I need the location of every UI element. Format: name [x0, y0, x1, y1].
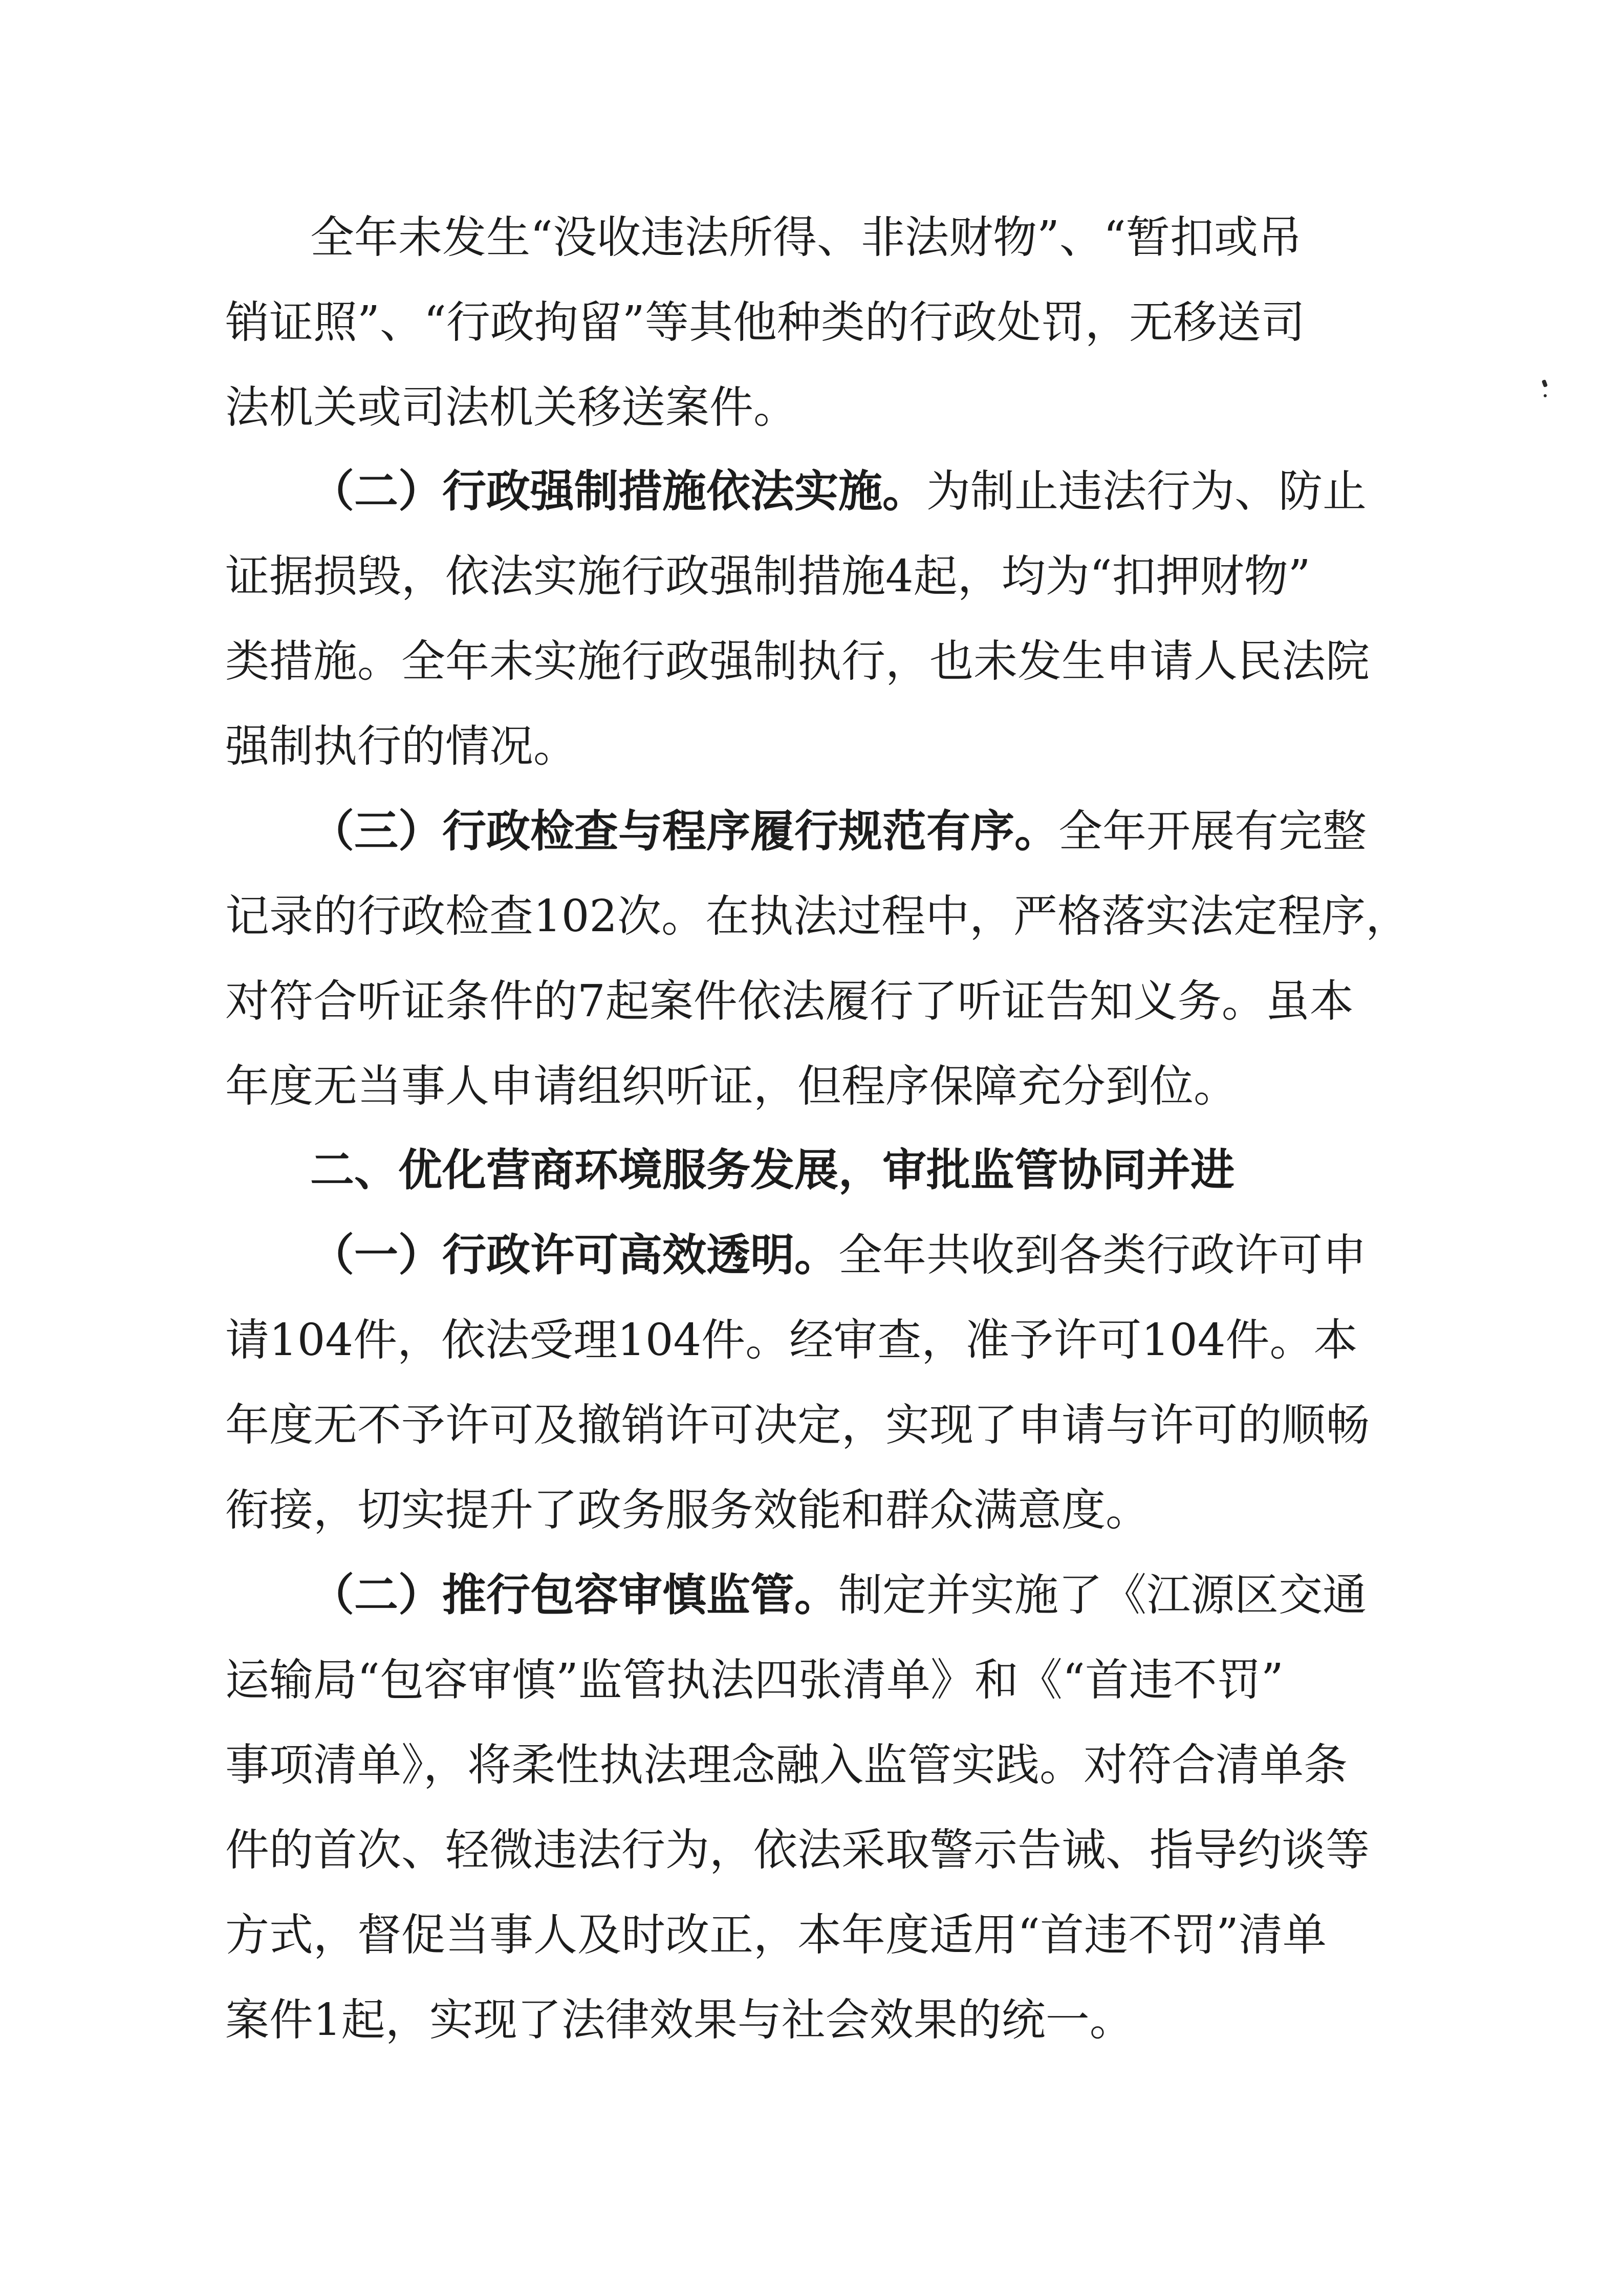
para4-line2: 请104件，依法受理104件。经审查，准予许可104件。本	[225, 1315, 1358, 1366]
scan-mark-dot-bottom	[1544, 394, 1547, 397]
para3-line2: 记录的行政检查102次。在执法过程中，严格落实法定程序，	[225, 891, 1410, 942]
para3-line4: 年度无当事人申请组织听证，但程序保障充分到位。	[225, 1061, 1238, 1112]
para4-line3: 年度无不予许可及撤销许可决定，实现了申请与许可的顺畅	[225, 1400, 1370, 1451]
scan-mark	[1542, 380, 1549, 402]
para5-line1: （二）推行包容审慎监管。制定并实施了《江源区交通	[310, 1570, 1367, 1621]
section-heading-inspection: （三）行政检查与程序履行规范有序。	[310, 806, 1058, 857]
para3-line1: （三）行政检查与程序履行规范有序。全年开展有完整	[310, 806, 1367, 857]
para1-line3: 法机关或司法机关移送案件。	[225, 382, 797, 433]
para3-line3: 对符合听证条件的7起案件依法履行了听证告知义务。虽本	[225, 976, 1354, 1027]
chapter-heading-business-environment: 二、优化营商环境服务发展，审批监管协同并进	[310, 1145, 1235, 1196]
section-heading-enforcement-measures: （二）行政强制措施依法实施。	[310, 466, 926, 517]
para5-line6: 案件1起，实现了法律效果与社会效果的统一。	[225, 1994, 1134, 2046]
para1-line2: 销证照”、“行政拘留”等其他种类的行政处罚，无移送司	[225, 297, 1305, 348]
para2-line4: 强制执行的情况。	[225, 721, 577, 772]
para5-line5: 方式，督促当事人及时改正，本年度适用“首违不罚”清单	[225, 1909, 1327, 1961]
para4-line1: （一）行政许可高效透明。全年共收到各类行政许可申	[310, 1230, 1367, 1281]
section-heading-licensing: （一）行政许可高效透明。	[310, 1230, 838, 1281]
para2-line3: 类措施。全年未实施行政强制执行，也未发生申请人民法院	[225, 636, 1370, 687]
para5-line3: 事项清单》，将柔性执法理念融入监管实践。对符合清单条	[225, 1740, 1348, 1791]
para1-line1: 全年未发生“没收违法所得、非法财物”、“暂扣或吊	[310, 212, 1302, 263]
para4-line4: 衔接，切实提升了政务服务效能和群众满意度。	[225, 1485, 1150, 1536]
para5-line4: 件的首次、轻微违法行为，依法采取警示告诫、指导约谈等	[225, 1825, 1370, 1876]
para2-line1: （二）行政强制措施依法实施。为制止违法行为、防止	[310, 466, 1367, 517]
scan-mark-dot-top	[1542, 379, 1548, 388]
section-heading-inclusive-supervision: （二）推行包容审慎监管。	[310, 1570, 838, 1621]
para5-line2: 运输局“包容审慎”监管执法四张清单》和《“首违不罚”	[225, 1655, 1284, 1706]
para2-line2: 证据损毁，依法实施行政强制措施4起，均为“扣押财物”	[225, 551, 1311, 602]
